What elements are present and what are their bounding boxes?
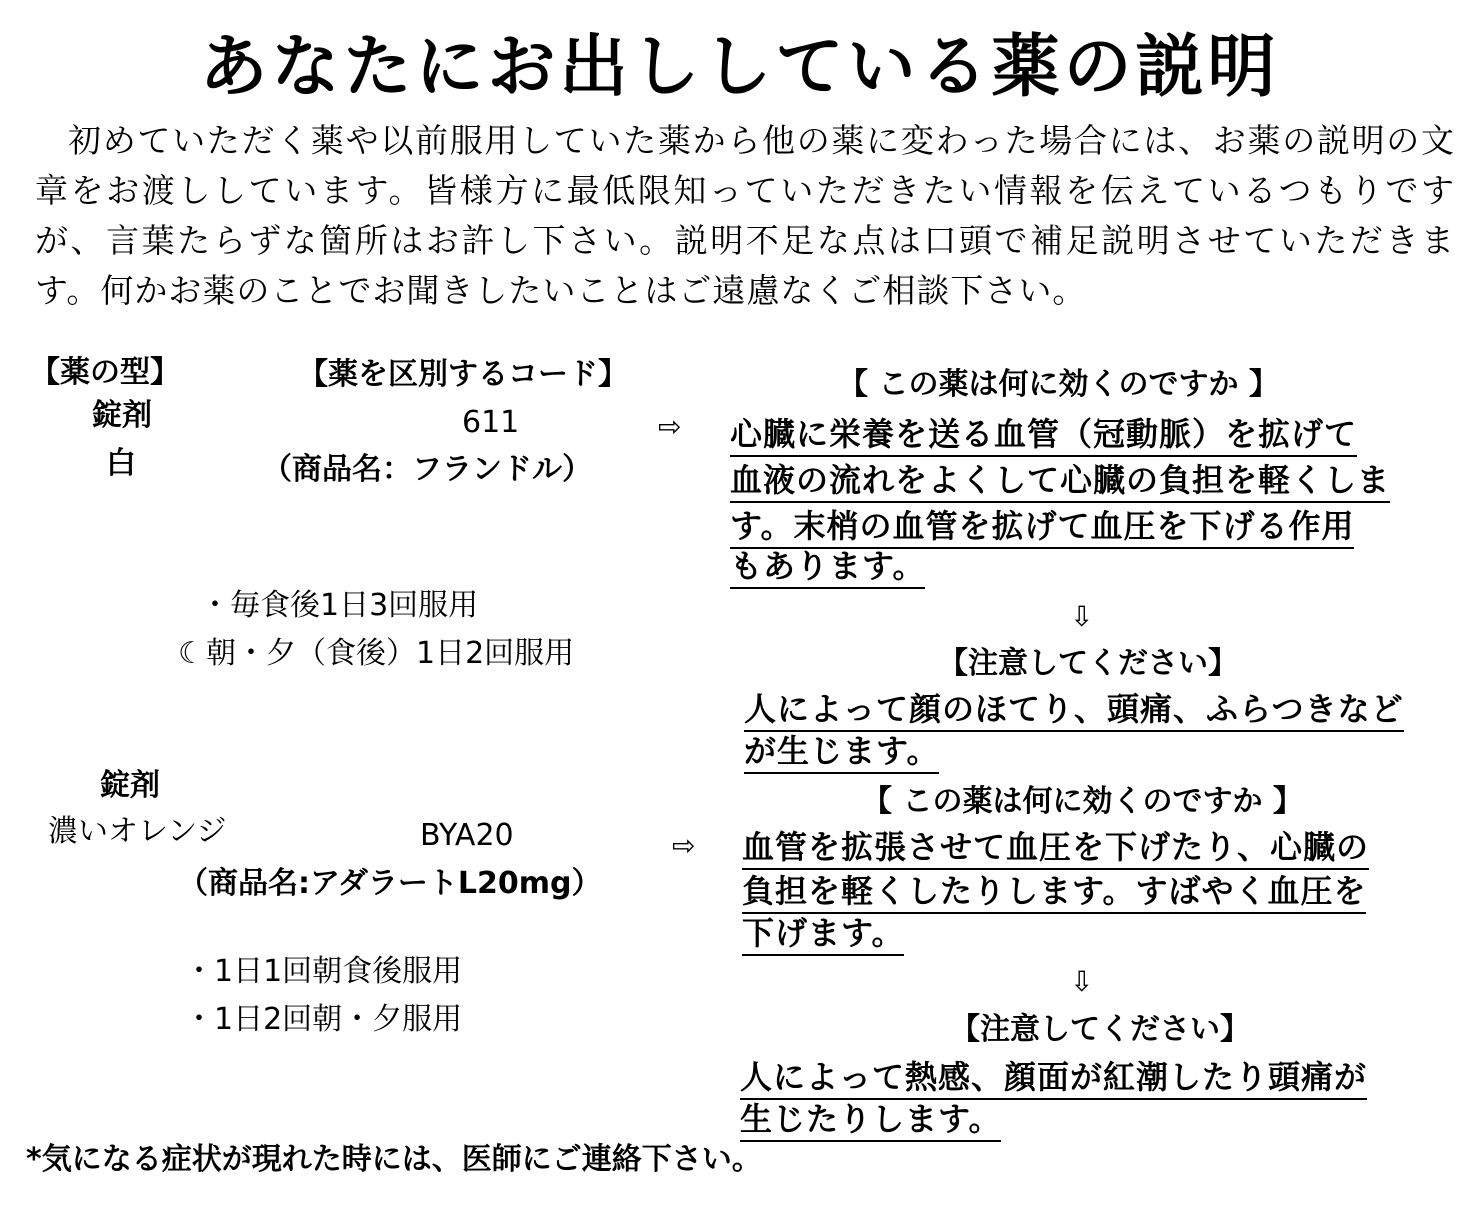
- drug2-color: 濃いオレンジ: [48, 814, 227, 849]
- drug1-form: 錠剤: [92, 398, 152, 433]
- moon-icon: ☾: [178, 636, 205, 671]
- drug1-effect-line: 血液の流れをよくして心臓の負担を軽くしま: [730, 459, 1390, 503]
- drug1-color: 白: [106, 446, 136, 481]
- drug1-code: 611: [462, 405, 520, 440]
- drug1-usage-line: ・毎食後1日3回服用: [200, 588, 479, 623]
- drug1-effect-line: 心臓に栄養を送る血管（冠動脈）を拡げて: [730, 413, 1357, 457]
- drug1-effect-line: もあります。: [730, 545, 925, 589]
- header-drug-effect-1: 【 この薬は何に効くのですか 】: [838, 367, 1279, 402]
- drug2-caution-line: 生じたりします。: [740, 1098, 1001, 1142]
- arrow-down-icon: ⇩: [1070, 965, 1094, 998]
- drug2-caution-header: 【注意してください】: [950, 1012, 1250, 1047]
- drug2-product: （商品名:アダラートL20mg）: [178, 866, 602, 901]
- drug2-effect-header: 【 この薬は何に効くのですか 】: [862, 784, 1303, 819]
- drug2-usage-line: ・1日2回朝・夕服用: [184, 1002, 463, 1037]
- page-title: あなたにお出ししている薬の説明: [199, 28, 1280, 107]
- drug2-usage-line: ・1日1回朝食後服用: [184, 954, 463, 989]
- header-drug-code: 【薬を区別するコード】: [298, 357, 628, 392]
- intro-paragraph: 初めていただく薬や以前服用していた薬から他の薬に変わった場合には、お薬の説明の文章をお渡ししています。皆様方に最低限知っていただきたい情報を伝えているつもりですが、言葉たらずな箇所はお許し下さい。説明不足な点は口頭で補足説明させていただきます。何かお薬のことでお聞きしたいことはご遠慮なくご相談下さい。: [35, 121, 1455, 310]
- drug1-usage-line: 朝・夕（食後）1日2回服用: [206, 636, 575, 671]
- drug2-caution-line: 人によって熱感、顔面が紅潮したり頭痛が: [740, 1056, 1367, 1100]
- drug2-code: BYA20: [420, 818, 514, 853]
- arrow-down-icon: ⇩: [1070, 600, 1094, 633]
- drug2-effect-line: 血管を拡張させて血圧を下げたり、心臓の: [742, 826, 1369, 870]
- footer-note: *気になる症状が現れた時には、医師にご連絡下さい。: [26, 1142, 762, 1177]
- drug1-product: （商品名：フランドル）: [262, 452, 592, 487]
- arrow-right-icon: ⇨: [658, 410, 682, 443]
- drug1-caution-line: が生じます。: [744, 730, 939, 774]
- drug1-effect-line: す。末梢の血管を拡げて血圧を下げる作用: [730, 505, 1354, 549]
- header-drug-type: 【薬の型】: [30, 355, 180, 390]
- arrow-right-icon: ⇨: [672, 829, 696, 862]
- drug2-effect-line: 下げます。: [742, 912, 904, 956]
- drug2-effect-line: 負担を軽くしたりします。すばやく血圧を: [742, 870, 1366, 914]
- drug1-caution-line: 人によって顔のほてり、頭痛、ふらつきなど: [744, 688, 1404, 732]
- drug2-form: 錠剤: [100, 768, 160, 803]
- drug1-caution-header: 【注意してください】: [938, 646, 1238, 681]
